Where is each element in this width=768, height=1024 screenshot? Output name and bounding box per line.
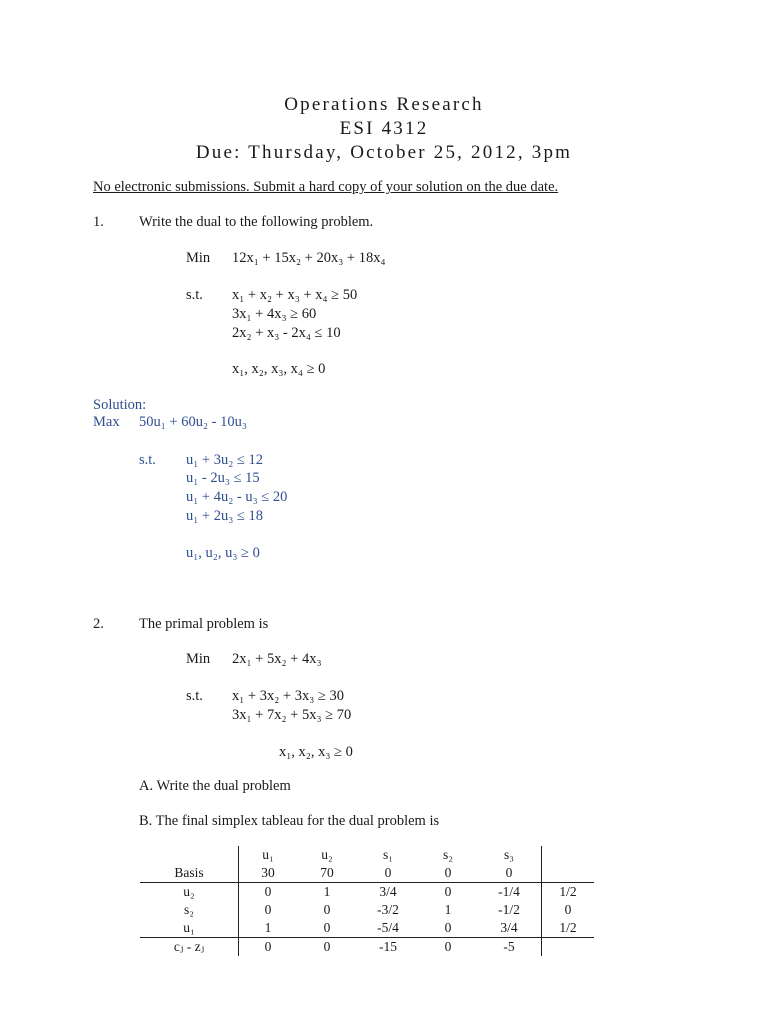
tableau-cell: 0: [444, 865, 452, 880]
tableau-var-header: s₂: [443, 847, 453, 862]
tableau-cell: 0: [444, 920, 452, 935]
doc-title: Operations Research: [284, 94, 484, 115]
tableau-cz-row: [140, 938, 594, 957]
tableau-cell: 0: [323, 902, 331, 917]
tableau-rhs-header: [542, 846, 595, 864]
tableau-header-row: [140, 846, 594, 864]
solution-st-label: s.t.: [139, 452, 156, 468]
tableau-cell: 0: [505, 865, 513, 880]
q1-constraint: 3x₁ + 4x₃ ≥ 60: [232, 306, 317, 322]
tableau-cell: 0: [239, 901, 298, 919]
solution-nonneg: u₁, u₂, u₃ ≥ 0: [186, 545, 260, 561]
q2-st-label: s.t.: [186, 688, 203, 704]
tableau-cell: 0: [239, 883, 298, 902]
tableau-cell: 0: [297, 938, 357, 957]
tableau-cell: 1: [444, 902, 452, 917]
tableau-cell: [542, 864, 595, 883]
tableau-cell: [542, 938, 595, 957]
tableau-cell: -15: [357, 938, 419, 957]
tableau-row: [140, 919, 594, 938]
submission-note: No electronic submissions. Submit a hard copy of your solution on the due date.: [93, 179, 559, 195]
tableau-basis-var: u₁: [183, 920, 195, 935]
tableau-rhs: 0: [542, 901, 595, 919]
q2-nonneg: x₁, x₂, x₃ ≥ 0: [279, 744, 353, 760]
tableau-basis-var: s₂: [184, 902, 194, 917]
tableau-cell: 0: [323, 920, 331, 935]
tableau-cell: 30: [239, 864, 298, 883]
q2-part-b: B. The final simplex tableau for the dual problem is: [139, 813, 440, 829]
course-code: ESI 4312: [339, 118, 429, 139]
q1-nonneg: x₁, x₂, x₃, x₄ ≥ 0: [232, 361, 326, 377]
tableau-cell: -1/2: [498, 902, 520, 917]
q1-obj-label: Min: [186, 250, 211, 266]
tableau-cell: 0: [419, 938, 477, 957]
q2-number: 2.: [93, 616, 104, 632]
tableau-cell: -3/2: [377, 902, 399, 917]
tableau-rhs: 1/2: [542, 883, 595, 902]
tableau-row: [140, 883, 594, 902]
solution-label: Solution:: [93, 397, 147, 413]
q2-objective: 2x₁ + 5x₂ + 4x₃: [232, 651, 322, 667]
tableau-cz-label: cⱼ - zⱼ: [140, 938, 239, 957]
due-date: Due: Thursday, October 25, 2012, 3pm: [195, 142, 573, 163]
q1-prompt: Write the dual to the following problem.: [139, 214, 374, 230]
q1-constraint: 2x₂ + x₃ - 2x₄ ≤ 10: [232, 325, 341, 341]
tableau-cell: -5: [477, 938, 542, 957]
tableau-rhs: 1/2: [542, 919, 595, 938]
q2-part-a: A. Write the dual problem: [139, 778, 291, 794]
tableau-cell: 3/4: [357, 883, 419, 902]
q1-objective: 12x₁ + 15x₂ + 20x₃ + 18x₄: [232, 250, 386, 266]
tableau-basis-label: Basis: [174, 865, 204, 880]
tableau-var-header: u₁: [239, 846, 298, 864]
q2-constraint: 3x₁ + 7x₂ + 5x₃ ≥ 70: [232, 707, 352, 723]
tableau-cell: -1/4: [477, 883, 542, 902]
tableau-cell: 3/4: [500, 920, 518, 935]
q2-constraint: x₁ + 3x₂ + 3x₃ ≥ 30: [232, 688, 344, 704]
tableau-cell: 1: [297, 883, 357, 902]
tableau-cell: 1: [239, 919, 298, 938]
q2-obj-label: Min: [186, 651, 211, 667]
tableau-basis-var: u₂: [140, 883, 239, 902]
solution-constraint: u₁ - 2u₃ ≤ 15: [186, 470, 260, 486]
tableau-cell: -5/4: [377, 920, 399, 935]
q1-number: 1.: [93, 214, 104, 230]
solution-constraint: u₁ + 2u₃ ≤ 18: [186, 508, 263, 524]
tableau-cell: 0: [384, 865, 392, 880]
tableau-cost-row: [140, 864, 594, 883]
simplex-tableau: [140, 846, 594, 956]
tableau-cell: 0: [239, 938, 298, 957]
tableau-cell: 0: [419, 883, 477, 902]
solution-objective: 50u₁ + 60u₂ - 10u₃: [139, 414, 247, 430]
tableau-var-header: s₃: [504, 847, 514, 862]
solution-obj-label: Max: [93, 414, 120, 430]
q2-prompt: The primal problem is: [139, 616, 269, 632]
solution-constraint: u₁ + 3u₂ ≤ 12: [186, 452, 263, 468]
tableau-var-header: u₂: [321, 847, 333, 862]
solution-constraint: u₁ + 4u₂ - u₃ ≤ 20: [186, 489, 288, 505]
q1-st-label: s.t.: [186, 287, 203, 303]
tableau-row: [140, 901, 594, 919]
q1-constraint: x₁ + x₂ + x₃ + x₄ ≥ 50: [232, 287, 358, 303]
tableau-var-header: s₁: [383, 847, 393, 862]
tableau-cell: 70: [320, 865, 334, 880]
tableau-corner: [140, 846, 239, 864]
